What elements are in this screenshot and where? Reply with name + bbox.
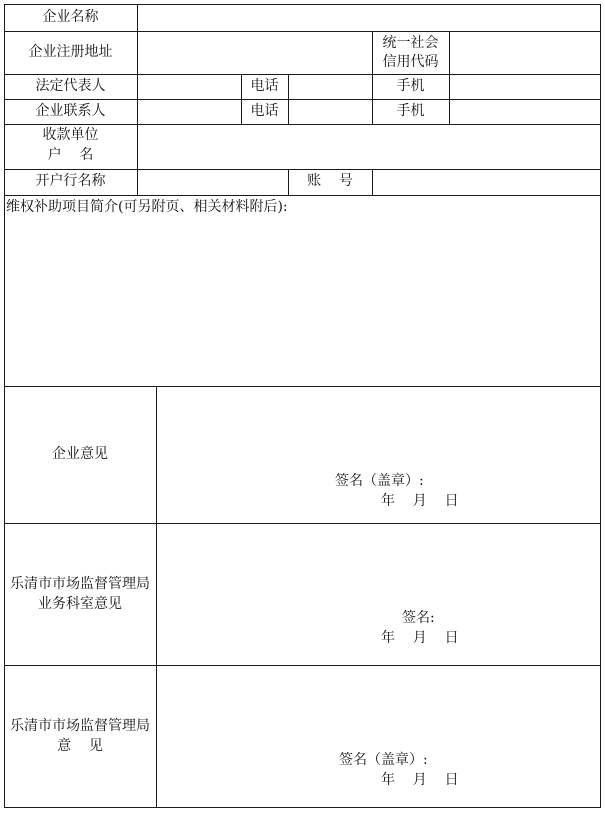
company-name-field[interactable] [138, 5, 600, 31]
bureau-opinion-field[interactable] [157, 666, 600, 746]
date-label: 年 月 日 [381, 493, 459, 509]
legal-rep-label: 法定代表人 [35, 78, 106, 94]
credit-code-label-line2: 信用代码 [382, 54, 439, 70]
payee-field[interactable] [138, 125, 600, 169]
registered-address-label: 企业注册地址 [28, 44, 113, 60]
phone-label: 电话 [250, 103, 279, 119]
legal-rep-mobile-field[interactable] [450, 75, 600, 99]
border-line [4, 4, 5, 808]
registered-address-field[interactable] [138, 32, 372, 74]
signature-seal-label: 签名（盖章）: [339, 752, 428, 768]
company-opinion-field[interactable] [157, 387, 600, 467]
legal-rep-field[interactable] [138, 75, 241, 99]
phone-label: 电话 [250, 78, 279, 94]
department-opinion-label-line2: 业务科室意见 [38, 596, 122, 612]
account-field[interactable] [373, 170, 600, 195]
department-opinion-field[interactable] [157, 524, 600, 604]
project-intro-label: 维权补助项目简介(可另附页、相关材料附后): [6, 199, 288, 215]
payee-label-line1: 收款单位 [42, 127, 99, 143]
company-name-label: 企业名称 [42, 9, 99, 25]
border-line [4, 195, 601, 196]
bureau-opinion-label-line1: 乐清市市场监督管理局 [10, 718, 150, 734]
mobile-label: 手机 [396, 78, 425, 94]
contact-field[interactable] [138, 100, 241, 124]
mobile-label: 手机 [396, 103, 425, 119]
bank-name-label: 开户行名称 [35, 173, 106, 189]
credit-code-label-line1: 统一社会 [382, 35, 439, 51]
project-intro-field[interactable] [5, 218, 600, 386]
company-opinion-label: 企业意见 [52, 446, 108, 462]
signature-seal-label: 签名（盖章）: [335, 473, 424, 489]
payee-label-line2: 户 名 [47, 147, 94, 163]
date-label: 年 月 日 [381, 630, 459, 646]
credit-code-field[interactable] [450, 32, 600, 74]
signature-label: 签名: [402, 610, 435, 626]
bureau-opinion-label-line2: 意 见 [57, 738, 103, 754]
contact-mobile-field[interactable] [450, 100, 600, 124]
legal-rep-phone-field[interactable] [289, 75, 372, 99]
account-label: 账 号 [307, 173, 353, 189]
contact-label: 企业联系人 [35, 103, 106, 119]
border-line [600, 4, 601, 808]
border-line [4, 807, 601, 808]
contact-phone-field[interactable] [289, 100, 372, 124]
department-opinion-label-line1: 乐清市市场监督管理局 [10, 576, 150, 592]
bank-name-field[interactable] [138, 170, 288, 195]
date-label: 年 月 日 [381, 772, 459, 788]
